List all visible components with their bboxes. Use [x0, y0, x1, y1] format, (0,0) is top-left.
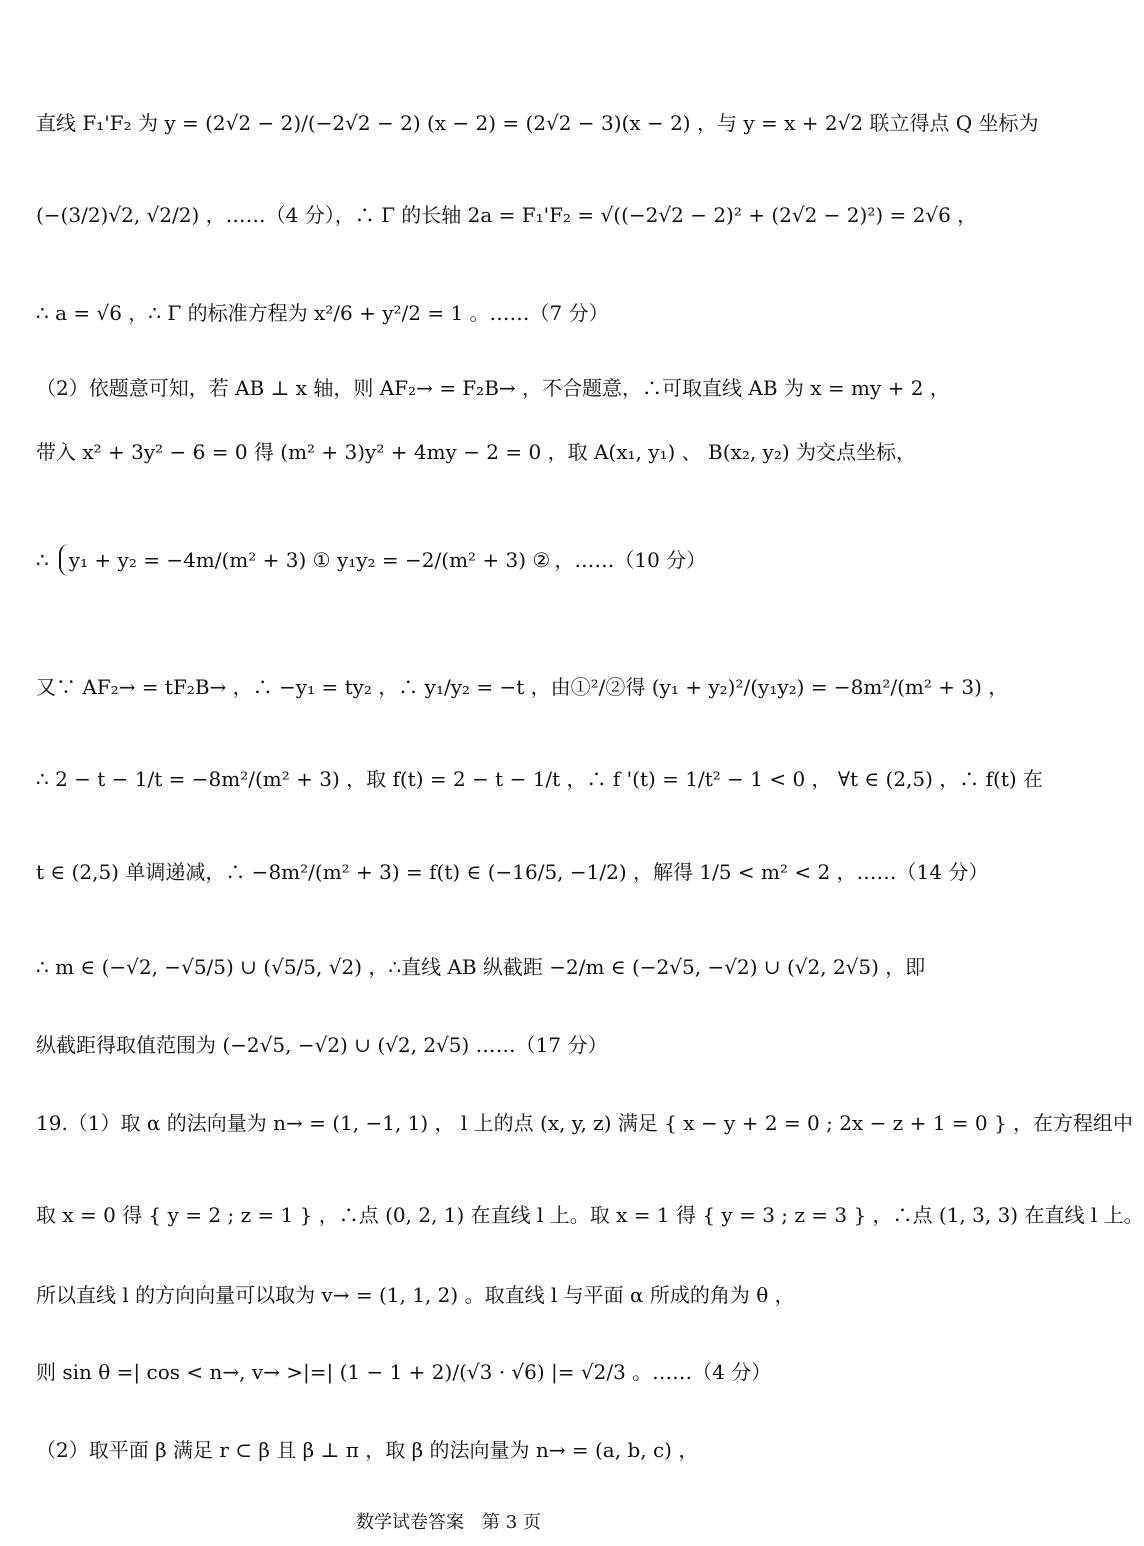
line-13: 取 x = 0 得 { y = 2 ; z = 1 } ，∴点 (0, 2, 1) 在直线 l 上。取 x = 1 得 { y = 3 ; z = 3 } ，∴点 (1, 3, 3) 在直线 l 上。: [36, 1203, 1144, 1227]
equation-system-1: ∴ y₁ + y₂ = −4m/(m² + 3) ① y₁y₂ = −2/(m² + 3) ② ，……（10 分）: [36, 512, 873, 608]
line-7: 又∵ AF₂→ = tF₂B→ ，∴ −y₁ = ty₂ ，∴ y₁/y₂ = −t ，由①²/②得 (y₁ + y₂)²/(y₁y₂) = −8m²/(m² + 3) ，: [36, 675, 1009, 699]
line-15: 则 sin θ =| cos < n→, v→ >|=| (1 − 1 + 2)/(√3 · √6) |= √2/3 。……（4 分）: [36, 1360, 772, 1384]
line-8: ∴ 2 − t − 1/t = −8m²/(m² + 3) ，取 f(t) = 2 − t − 1/t ，∴ f '(t) = 1/t² − 1 < 0 ， ∀t ∈ (2,5) ，∴ f(t) 在: [36, 767, 1044, 791]
system-brace: [59, 544, 551, 576]
system-eq-1: y₁ + y₂ = −4m/(m² + 3) ①: [68, 548, 331, 572]
line-1: 直线 F₁'F₂ 为 y = (2√2 − 2)/(−2√2 − 2) (x − 2) = (2√2 − 3)(x − 2) ，与 y = x + 2√2 联立得点 Q 坐标为: [36, 111, 1039, 135]
score-10: ，……（10 分）: [554, 548, 707, 572]
system-eq-2: y₁y₂ = −2/(m² + 3) ②: [336, 548, 551, 572]
line-4: （2）依题意可知，若 AB ⊥ x 轴，则 AF₂→ = F₂B→ ，不合题意，∴可取直线 AB 为 x = my + 2 ，: [36, 376, 950, 400]
line-3: ∴ a = √6 ，∴ Γ 的标准方程为 x²/6 + y²/2 = 1 。……（7 分）: [36, 301, 609, 325]
page-footer: 数学试卷答案 第 3 页: [356, 1512, 541, 1533]
line-9: t ∈ (2,5) 单调递减，∴ −8m²/(m² + 3) = f(t) ∈ (−16/5, −1/2) ，解得 1/5 < m² < 2 ，……（14 分）: [36, 860, 989, 884]
line-2: (−(3/2)√2, √2/2) ，……（4 分），∴ Γ 的长轴 2a = F₁'F₂ = √((−2√2 − 2)² + (2√2 − 2)²) = 2√6 ，: [36, 203, 978, 227]
line-10: ∴ m ∈ (−√2, −√5/5) ∪ (√5/5, √2) ，∴直线 AB 纵截距 −2/m ∈ (−2√5, −√2) ∪ (√2, 2√5) ，即: [36, 955, 926, 979]
line-14: 所以直线 l 的方向向量可以取为 v→ = (1, 1, 2) 。取直线 l 与平面 α 所成的角为 θ ，: [36, 1283, 795, 1307]
line-11: 纵截距得取值范围为 (−2√5, −√2) ∪ (√2, 2√5) ……（17 分）: [36, 1033, 608, 1057]
line-12: 19.（1）取 α 的法向量为 n→ = (1, −1, 1) ， l 上的点 (x, y, z) 满足 { x − y + 2 = 0 ; 2x − z + 1 = 0 } ，在方程组中: [36, 1111, 1134, 1135]
line-5: 带入 x² + 3y² − 6 = 0 得 (m² + 3)y² + 4my − 2 = 0 ，取 A(x₁, y₁) 、 B(x₂, y₂) 为交点坐标，: [36, 440, 917, 464]
line-16: （2）取平面 β 满足 r ⊂ β 且 β ⊥ π ，取 β 的法向量为 n→ = (a, b, c) ，: [36, 1438, 699, 1462]
